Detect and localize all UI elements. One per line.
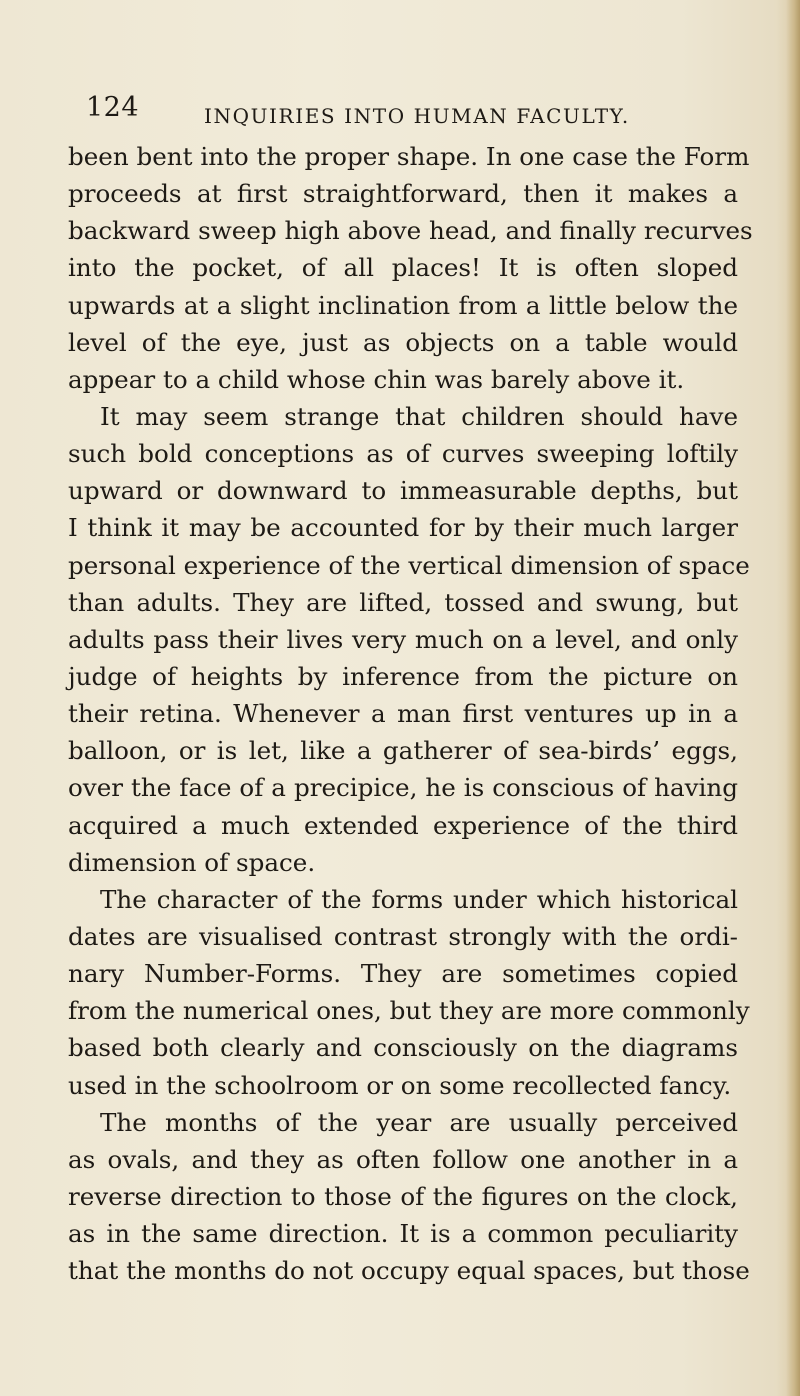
text-line: dates are visualised contrast strongly with the ordi- [68,921,738,951]
text-line: proceeds at first straightforward, then it makes a [68,179,738,209]
text-line: from the numerical ones, but they are more commonly [68,996,750,1026]
text-line: as ovals, and they as often follow one another in a [68,1144,738,1174]
text-line: dimension of space. [68,847,316,877]
running-title: INQUIRIES INTO HUMAN FACULTY. [204,104,630,128]
text-line: upwards at a slight inclination from a little below the [68,290,738,320]
text-line: The character of the forms under which historical [100,884,738,914]
text-line: I think it may be accounted for by their much larger [68,513,738,543]
text-line: adults pass their lives very much on a level, and only [68,624,738,654]
text-line: judge of heights by inference from the picture on [68,661,738,691]
text-line: into the pocket, of all places! It is often sloped [68,253,738,283]
text-line: their retina. Whenever a man first ventures up in a [68,699,738,729]
text-line: appear to a child whose chin was barely above it. [68,364,685,394]
text-line: used in the schoolroom or on some recollected fancy. [68,1070,732,1100]
text-line: The months of the year are usually perceived [100,1107,738,1137]
text-line: balloon, or is let, like a gatherer of sea-birds’ eggs, [68,736,738,766]
page-edge-shadow [786,0,800,1396]
page-number: 124 [86,92,140,123]
text-line: based both clearly and consciously on the diagrams [68,1033,738,1063]
text-line: nary Number-Forms. They are sometimes copied [68,959,738,989]
text-line: that the months do not occupy equal spaces, but those [68,1256,750,1286]
text-line: such bold conceptions as of curves sweeping loftily [68,439,738,469]
body-text [68,138,753,1289]
text-line: upward or downward to immeasurable depths, but [68,476,738,506]
text-line: backward sweep high above head, and finally recurves [68,216,753,246]
text-line: reverse direction to those of the figures on the clock, [68,1181,738,1211]
text-line: than adults. They are lifted, tossed and swung, but [68,587,738,617]
text-line: level of the eye, just as objects on a table would [68,327,738,357]
text-line: It may seem strange that children should have [100,401,738,431]
page-header [86,92,736,142]
text-line: as in the same direction. It is a common peculiarity [68,1219,738,1249]
text-line: acquired a much extended experience of the third [68,810,738,840]
text-line: been bent into the proper shape. In one case the Form [68,142,750,171]
text-line: over the face of a precipice, he is conscious of having [68,773,738,803]
text-line: personal experience of the vertical dimension of space [68,550,750,580]
